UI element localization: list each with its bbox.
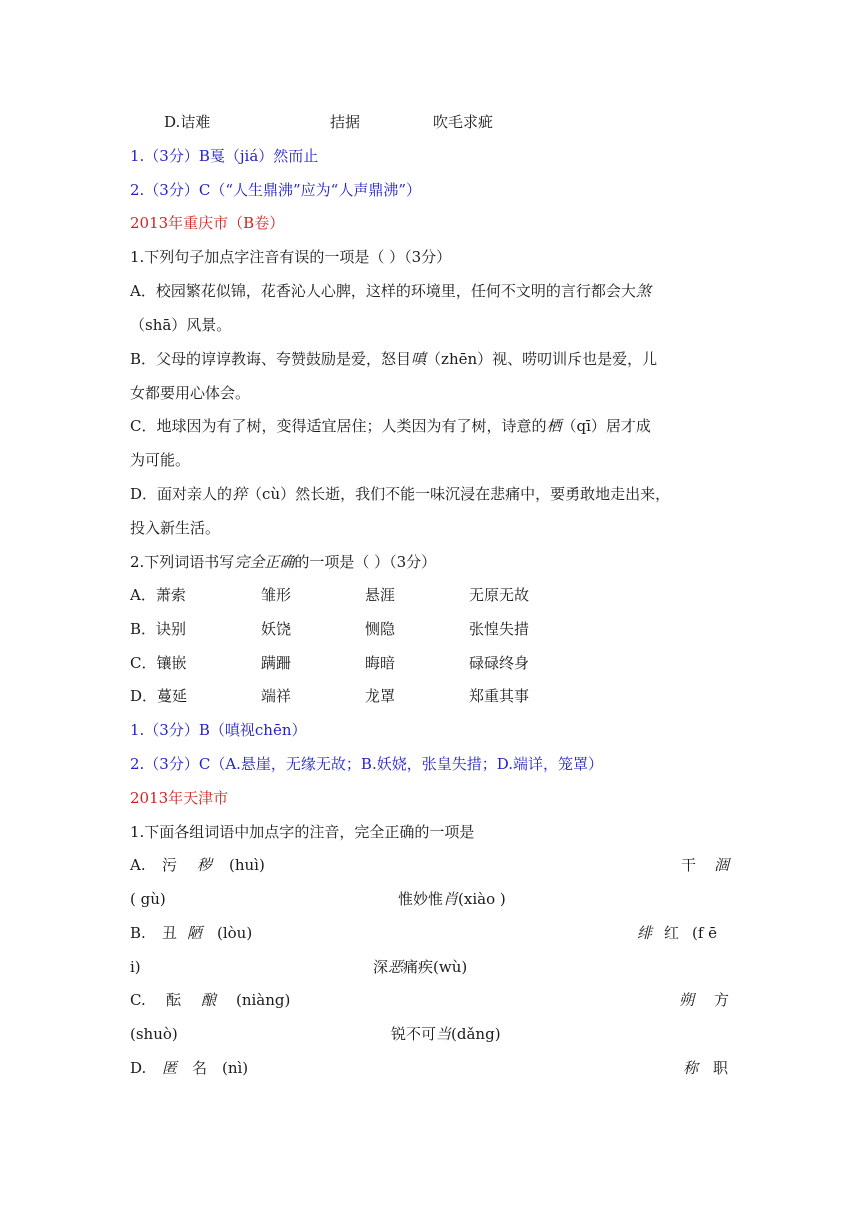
option-c-line1 [130, 416, 651, 436]
option-word: 吹毛求疵 [433, 113, 494, 131]
pinyin: (huì) [229, 856, 265, 874]
question-stem [130, 552, 436, 572]
text: （cù）然长逝，我们不能一味沉浸在悲痛中，要勇敢地走出来， [247, 485, 671, 503]
option-b-line1 [130, 349, 657, 369]
text: 惟妙惟 [398, 890, 444, 908]
option-label: B．诀别 [130, 620, 187, 638]
option-word: 拮据 [330, 113, 361, 131]
option-d-line2: 投入新生活。 [130, 519, 221, 537]
text: D．面对亲人的 [130, 485, 233, 503]
option-label: B. [130, 924, 146, 942]
answer-line: 1.（3分）B（嗔视chēn） [130, 721, 307, 739]
word-char: 污 [162, 856, 178, 874]
dotted-char: 当 [436, 1025, 452, 1043]
option-c-line2: 为可能。 [130, 451, 191, 469]
option-word: 晦暗 [365, 654, 396, 672]
word-char: 职 [713, 1059, 729, 1077]
text: 深 [373, 958, 389, 976]
pinyin: (xiào ) [458, 890, 506, 908]
option-word: 妖饶 [261, 620, 292, 638]
option-word: 悬涯 [365, 586, 396, 604]
answer-line: 2.（3分）C（A.悬崖，无缘无故；B.妖娆，张皇失措；D.端详，笼罩） [130, 755, 603, 773]
answer-line: 2.（3分）C（“人生鼎沸”应为“人声鼎沸”） [130, 181, 422, 199]
option-label: D. [130, 1059, 147, 1077]
text: C．地球因为有了树，变得适宜居住；人类因为有了树，诗意的 [130, 417, 547, 435]
option-a-line1 [130, 281, 651, 301]
word-char: 酝 [166, 991, 182, 1009]
text: 痛疾 [403, 958, 434, 976]
text: 2.下列词语书写 [130, 553, 235, 571]
dotted-char: 朔 [679, 991, 695, 1009]
option-label: C. [130, 991, 146, 1009]
dotted-char: 猝 [232, 485, 248, 503]
option-word: 恻隐 [365, 620, 396, 638]
dotted-char: 肖 [443, 890, 459, 908]
word-char: 名 [192, 1059, 208, 1077]
option-word: 雏形 [261, 586, 292, 604]
pinyin: ( gù) [130, 890, 166, 908]
text: 锐不可 [391, 1025, 437, 1043]
text: （qī）居才成 [561, 417, 651, 435]
option-word: 郑重其事 [469, 687, 530, 705]
section-heading: 2013年重庆市（B卷） [130, 214, 285, 232]
dotted-char: 匿 [162, 1059, 178, 1077]
idiom [391, 1024, 501, 1044]
question-stem: 1.下面各组词语中加点字的注音，完全正确的一项是 [130, 823, 475, 841]
pinyin: (nì) [222, 1059, 249, 1077]
dotted-char: 恶 [388, 958, 404, 976]
dotted-char: 涸 [714, 856, 730, 874]
option-word: 无原无故 [469, 586, 530, 604]
word-char: 干 [681, 856, 697, 874]
question-stem: 1.下列句子加点字注音有误的一项是（ ）（3分） [130, 248, 452, 266]
pinyin: (wù) [433, 958, 468, 976]
option-label: A. [130, 856, 146, 874]
dotted-char: 秽 [197, 856, 213, 874]
answer-line: 1.（3分）B戛（jiá）然而止 [130, 147, 319, 165]
option-label: C．镶嵌 [130, 654, 187, 672]
pinyin: (lòu) [217, 924, 253, 942]
option-label: D．蔓延 [130, 687, 188, 705]
pinyin: (shuò) [130, 1025, 178, 1043]
pinyin: i) [130, 958, 141, 976]
text: A．校园繁花似锦，花香沁人心脾，这样的环境里，任何不文明的言行都会大 [130, 282, 636, 300]
dotted-char: 嗔 [411, 350, 427, 368]
idiom [373, 957, 467, 977]
emphasis: 完全正确 [234, 553, 295, 571]
option-a-line2: （shā）风景。 [130, 316, 232, 334]
dotted-char: 煞 [635, 282, 651, 300]
dotted-char: 酿 [201, 991, 217, 1009]
option-word: 张惶失措 [469, 620, 530, 638]
dotted-char: 绯 [637, 924, 653, 942]
text: B．父母的谆谆教诲、夸赞鼓励是爱，怒目 [130, 350, 412, 368]
option-b-line2: 女都要用心体会。 [130, 384, 251, 402]
text: （zhēn）视、唠叨训斥也是爱，儿 [426, 350, 658, 368]
word-char: 红 [664, 924, 680, 942]
word-char: 丑 [162, 924, 178, 942]
dotted-char: 陋 [187, 924, 203, 942]
option-word: 端祥 [261, 687, 292, 705]
option-word: 蹒跚 [261, 654, 292, 672]
option-d-line1 [130, 484, 670, 504]
section-heading: 2013年天津市 [130, 789, 229, 807]
option-word: 碌碌终身 [469, 654, 530, 672]
option-label: A．萧索 [130, 586, 186, 604]
option-label: D.诘难 [164, 113, 211, 131]
text: 的一项是（ ）（3分） [294, 553, 437, 571]
option-word: 龙罩 [365, 687, 396, 705]
dotted-char: 称 [683, 1059, 699, 1077]
dotted-char: 栖 [546, 417, 562, 435]
pinyin: (niàng) [236, 991, 291, 1009]
pinyin: (dǎng) [451, 1025, 501, 1043]
idiom [398, 889, 506, 909]
pinyin: (f ē [692, 924, 718, 942]
word-char: 方 [714, 991, 730, 1009]
